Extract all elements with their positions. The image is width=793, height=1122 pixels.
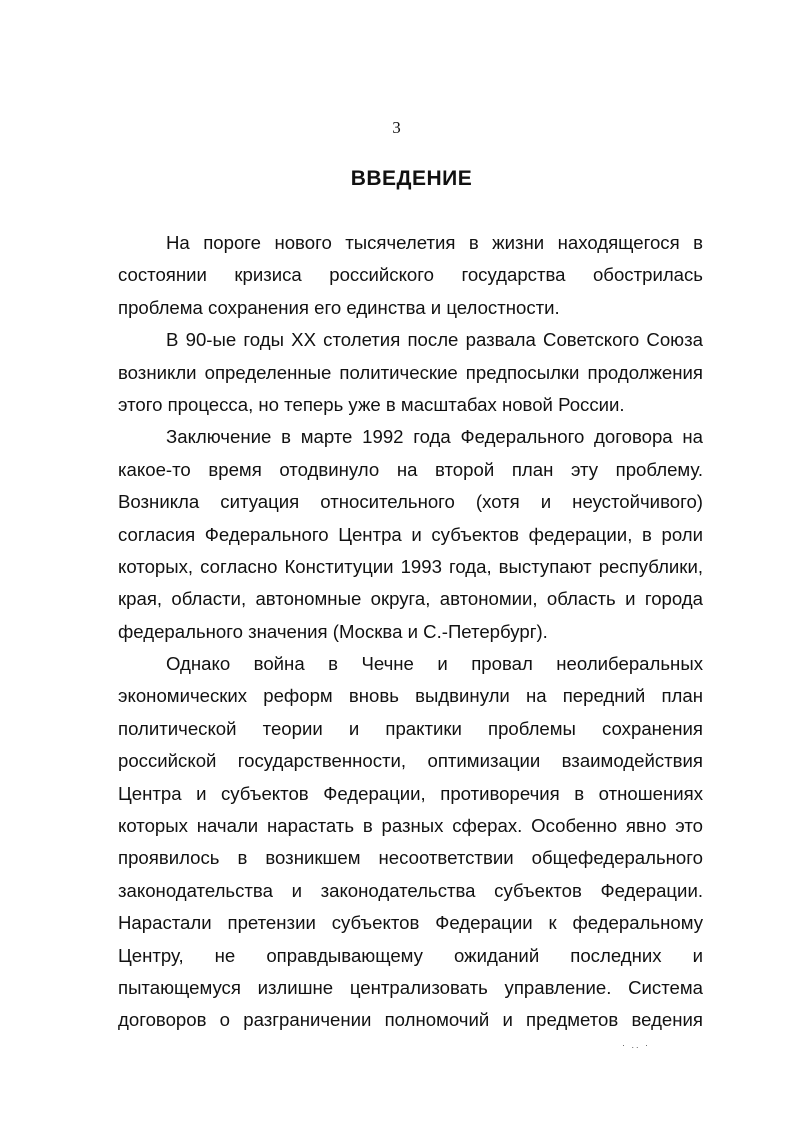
text-line: Центра и субъектов Федерации, противоречия в отношениях [118,782,703,804]
text-line: Нарастали претензии субъектов Федерации к федеральному [118,912,703,934]
text-line: Однако война в Чечне и провал неолиберальных [166,653,703,675]
document-body [118,227,703,1037]
text-line: которых начали нарастать в разных сферах. Особенно явно это [118,815,703,837]
text-line: Возникла ситуация относительного (хотя и неустойчивого) [118,491,703,513]
page-number: 3 [392,118,401,137]
text-line: На пороге нового тысячелетия в жизни находящегося в [166,232,703,253]
paragraph-4 [118,648,703,1037]
text-line: российской государственности, оптимизации взаимодействия [118,750,703,772]
text-line: федерального значения (Москва и С.-Петербург). [118,620,548,642]
text-line: договоров о разграничении полномочий и предметов ведения [118,1009,703,1031]
text-line: Центру, не оправдывающему ожиданий последних и [118,944,703,966]
text-line: проблема сохранения его единства и целостности. [118,296,560,318]
text-line: политической теории и практики проблемы сохранения [118,717,703,739]
paragraph-2 [118,324,703,421]
paragraph-1 [118,227,703,324]
scan-specks: · .. · [622,1040,650,1050]
text-line: возникли определенные политические предпосылки продолжения [118,361,703,383]
text-line: согласия Федерального Центра и субъектов федерации, в роли [118,523,703,545]
text-line: проявилось в возникшем несоответствии общефедерального [118,847,703,869]
text-line: которых, согласно Конституции 1993 года, выступают республики, [118,555,703,577]
text-line: края, области, автономные округа, автономии, область и города [118,588,703,610]
page-title: ВВЕДЕНИЕ [350,167,473,190]
text-line: какое-то время отодвинуло на второй план эту проблему. [118,458,703,480]
text-line: экономических реформ вновь выдвинули на передний план [118,685,703,707]
text-line: пытающемуся излишне централизовать управление. Система [118,976,703,998]
paragraph-3 [118,421,703,648]
text-line: состоянии кризиса российского государства обострилась [118,264,703,286]
text-line: этого процесса, но теперь уже в масштабах новой России. [118,393,625,415]
text-line: законодательства и законодательства субъектов Федерации. [118,879,703,901]
text-line: В 90-ые годы XX столетия после развала Советского Союза [166,329,703,351]
text-line: Заключение в марте 1992 года Федерального договора на [166,426,703,448]
